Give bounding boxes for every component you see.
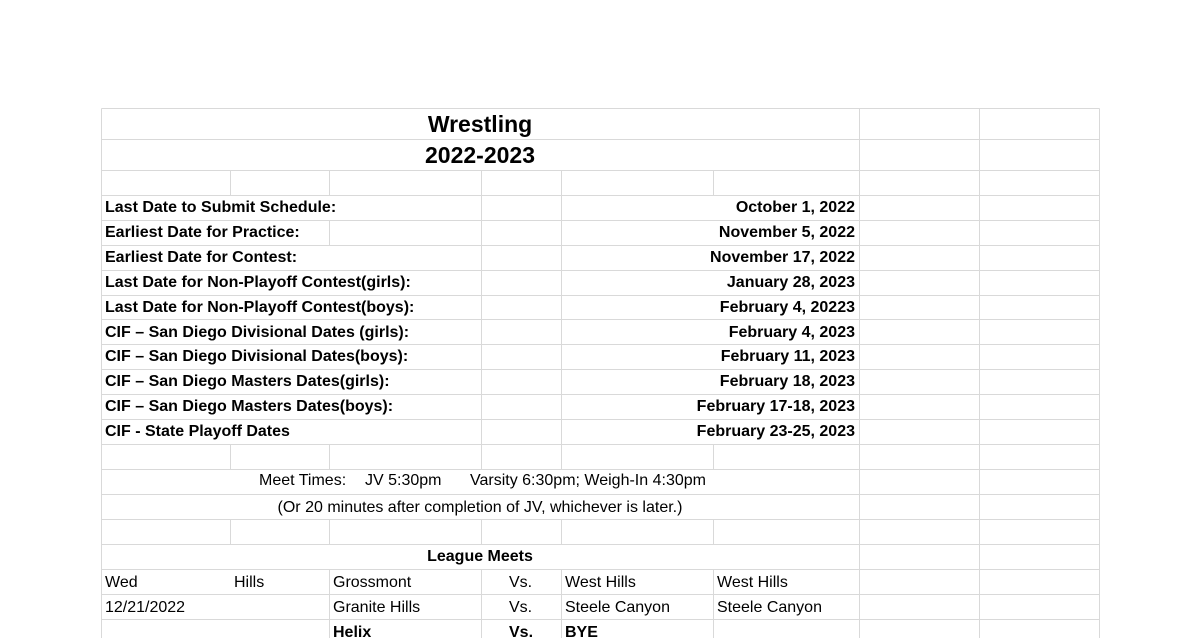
key-date-label: Earliest Date for Practice:: [105, 224, 300, 241]
meet-away-team: BYE: [565, 624, 598, 638]
meet-away-team: West Hills: [565, 574, 636, 591]
key-date-value: November 17, 2022: [710, 249, 855, 266]
season-title: 2022-2023: [425, 142, 535, 168]
key-date-label: CIF – San Diego Divisional Dates (girls):: [105, 324, 410, 341]
meet-away-team: Steele Canyon: [565, 599, 670, 616]
meet-site: West Hills: [717, 574, 788, 591]
meet-vs: Vs.: [509, 599, 533, 616]
meet-home-team: Grossmont: [333, 574, 412, 591]
key-date-label: CIF – San Diego Masters Dates(girls):: [105, 373, 390, 390]
key-date-value: February 17-18, 2023: [696, 398, 855, 415]
key-date-value: November 5, 2022: [718, 224, 855, 241]
key-date-label: Last Date for Non-Playoff Contest(girls):: [105, 274, 411, 291]
key-date-label: Last Date to Submit Schedule:: [105, 199, 337, 216]
meet-day: Wed: [105, 574, 138, 591]
key-date-value: February 23-25, 2023: [696, 423, 855, 440]
sport-title: Wrestling: [427, 111, 533, 137]
meet-league: Hills: [234, 574, 265, 591]
meet-home-team: Granite Hills: [333, 599, 421, 616]
meet-vs: Vs.: [509, 574, 533, 591]
league-meets-title: League Meets: [427, 548, 533, 565]
meet-times-note: (Or 20 minutes after completion of JV, whichever is later.): [277, 499, 683, 516]
key-date-label: Earliest Date for Contest:: [105, 249, 298, 266]
key-date-label: Last Date for Non-Playoff Contest(boys):: [105, 299, 415, 316]
key-date-value: February 4, 2023: [728, 324, 855, 341]
meet-site: Steele Canyon: [717, 599, 822, 616]
key-date-label: CIF - State Playoff Dates: [105, 423, 290, 440]
meet-times-label: Meet Times:: [259, 472, 347, 489]
key-date-value: February 18, 2023: [719, 373, 855, 390]
key-date-label: CIF – San Diego Masters Dates(boys):: [105, 398, 394, 415]
meet-times-varsity: Varsity 6:30pm; Weigh-In 4:30pm: [470, 472, 706, 489]
spreadsheet: [101, 108, 1100, 638]
key-date-value: February 4, 20223: [719, 299, 855, 316]
meet-vs: Vs.: [509, 624, 534, 638]
meet-day: 12/21/2022: [105, 599, 186, 616]
key-date-value: January 28, 2023: [726, 274, 855, 291]
key-date-label: CIF – San Diego Divisional Dates(boys):: [105, 348, 409, 365]
key-date-value: October 1, 2022: [735, 199, 855, 216]
key-date-value: February 11, 2023: [720, 348, 855, 365]
meet-home-team: Helix: [333, 624, 372, 638]
meet-times-jv: JV 5:30pm: [365, 472, 442, 489]
